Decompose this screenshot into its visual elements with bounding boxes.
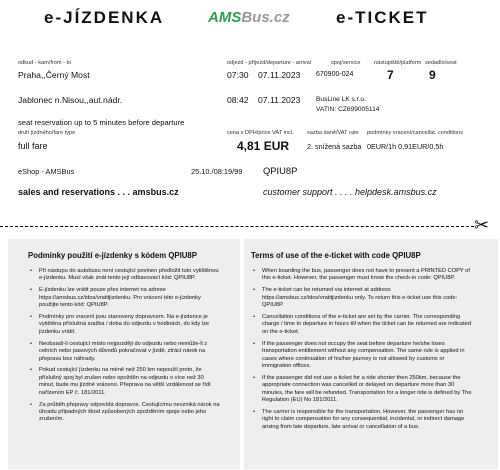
arrival-time: 08:42 xyxy=(227,95,249,105)
label-platform: nástupiště/platform xyxy=(374,60,422,66)
label-fare-type: druh jízdného/fare type xyxy=(18,130,76,136)
label-vat-rate: sazba daně/VAT rate xyxy=(307,130,359,136)
eshop-name: eShop - AMSBus xyxy=(18,167,75,176)
sale-datetime: 25.10./08:19/99 xyxy=(191,167,243,176)
terms-list-cz xyxy=(30,268,220,428)
list-item: • The carrier is responsible for the transportation. However, the passenger has no right to claim compensation for any consequential, incidental, or indirect damage arising from late departure, late arrival or cancellation of a bus. xyxy=(253,409,475,431)
list-item: • The e-ticket can be returned via internet at address https://amsbus.cz/idos/vratitjizdenku only. To return this e-ticket use this code: QPIU8P. xyxy=(253,287,475,309)
terms-title-cz: Podmínky použití e-jízdenky s kódem QPIU8P xyxy=(28,251,197,260)
label-service: spoj/service xyxy=(331,60,361,66)
seat-reservation-note: seat reservation up to 5 minutes before departure xyxy=(18,118,185,127)
from-city: Praha,,Černý Most xyxy=(18,70,90,80)
label-from-to: odkud - kam/from - to xyxy=(18,60,72,66)
terms-title-en: Terms of use of the e-ticket with code QPIU8P xyxy=(251,251,421,260)
list-item: • E-jízdenku lze vrátit pouze přes internet na adrese https://amsbus.cz/idos/vratitjizdenku. Pro vrácení této e-jízdenky použijte tento kód: QPIU8P. xyxy=(30,287,220,309)
list-item: • When boarding the bus, passenger does not have to present a PRINTED COPY of this e-ticket. However, the passenger must know the check-in code: QPIU8P. xyxy=(253,268,475,283)
logo-prefix: AMS xyxy=(208,9,242,26)
support-line: customer support . . . . helpdesk.amsbus.cz xyxy=(263,187,437,197)
cut-line xyxy=(0,226,474,227)
list-item: • Pokud cestující jízdenku na méně než 250 km nepoužil proto, že příslušný spoj byl zrušen nebo opožděn na odjezdu o více než 30 minut, bude mu jízdné vráceno. Přeprava na větší vzdálenost se řídí nařízením EP č. 181/2011. xyxy=(30,367,220,397)
seat-number: 9 xyxy=(429,68,436,82)
label-dep-arr: odjezd - příjezd/departure - arrival xyxy=(227,60,311,66)
price: 4,81 EUR xyxy=(237,139,290,153)
list-item: • If the passenger does not occupy the seat before departure he/she loses transportation entitlement without any compensation. The same rule is applied in cases where continuation of his/her journey is not allowed by customs or immigration offices. xyxy=(253,341,475,371)
terms-panel-cz xyxy=(8,239,240,469)
carrier-name: BusLine LK s.r.o. xyxy=(316,96,366,103)
sales-line: sales and reservations . . . amsbus.cz xyxy=(18,187,179,197)
departure-date: 07.11.2023 xyxy=(258,70,301,80)
list-item: • Při nástupu do autobusu není cestující povinen předložit tuto vytištěnou e-jízdenku. Musí však znát tento její odbavovací kód: QPIU8P. xyxy=(30,268,220,283)
ticket-code: QPIU8P xyxy=(263,165,298,176)
list-item: • Neobsadí-li cestující místo nejpozději do odjezdu nebo nemůže-li z celních nebo pasových důvodů pokračovat v jízdě, ztrácí nárok na přepravu bez náhrady. xyxy=(30,341,220,363)
amsbus-logo xyxy=(208,9,290,26)
service-number: 670900-024 xyxy=(316,71,354,78)
list-item: • Podmínky pro vracení jsou stanoveny dopravcem. Na e-jízdence je vytištěna příslušná sražka / doba do odjezdu v hodinách, do kdy lze jízdenku vrátit. xyxy=(30,314,220,336)
terms-panel-en xyxy=(244,239,498,469)
label-price: cena s DPH/price VAT incl. xyxy=(227,130,294,136)
vat-rate: 2. snížená sazba xyxy=(307,142,362,151)
logo-suffix: Bus.cz xyxy=(241,9,290,26)
label-conditions: podmínky vracení/cancellat. conditions xyxy=(367,130,464,136)
carrier-vatin: VATIN: CZ699005114 xyxy=(316,106,380,113)
departure-time: 07:30 xyxy=(227,70,249,80)
list-item: • Cancellation conditions of the e-ticket are set by the carrier. The corresponding charge / time to departure in hours till when the ticket can be returned are indicated on the e-ticket. xyxy=(253,314,475,336)
fare-type: full fare xyxy=(18,141,48,151)
terms-list-en xyxy=(253,268,475,436)
ticket-title-en: e-TICKET xyxy=(336,8,429,27)
list-item: • If the passenger did not use a ticket for a ride shorter then 250km, because the appropriate connection was cancelled or delayed on departure more than 30 minutes, the fare will be refunded. Transportation for a longer ride is defined by The Regulation (EU) No 181/2011. xyxy=(253,375,475,405)
cancellation-conditions: 0EUR/1h 0,91EUR/0,5h xyxy=(367,142,444,151)
list-item: • Za průběh přepravy odpovídá dopravce. Cestujícímu nevzniká nárok na úhradu případných škod způsobených zpožděním spoje nebo jeho zrušením. xyxy=(30,402,220,424)
ticket-title-cz: e-JÍZDENKA xyxy=(44,8,165,27)
platform-number: 7 xyxy=(387,68,394,82)
scissors-icon: ✂ xyxy=(474,215,490,235)
to-city: Jablonec n.Nisou,,aut.nádr. xyxy=(18,95,123,105)
label-seat: sedadlo/seat xyxy=(425,60,457,66)
arrival-date: 07.11.2023 xyxy=(258,95,301,105)
